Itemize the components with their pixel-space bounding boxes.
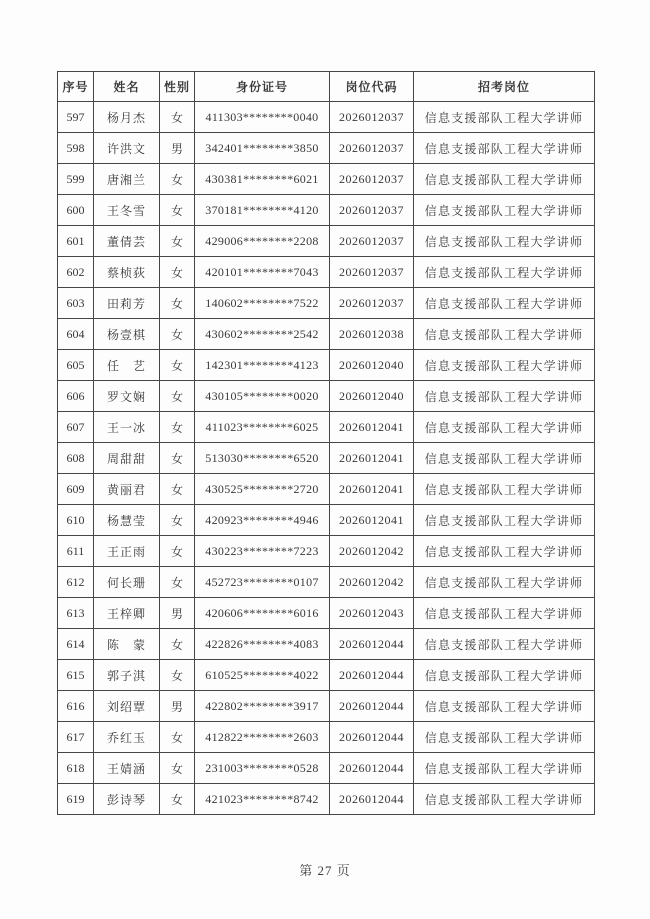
cell-job-code: 2026012044 <box>330 629 414 660</box>
cell-job-title: 信息支援部队工程大学讲师 <box>414 257 595 288</box>
cell-name: 黄丽君 <box>94 474 160 505</box>
cell-name: 王婧涵 <box>94 753 160 784</box>
table-row <box>58 474 595 505</box>
cell-seq: 618 <box>58 753 94 784</box>
cell-seq: 604 <box>58 319 94 350</box>
cell-gender: 女 <box>160 629 195 660</box>
cell-job-code: 2026012038 <box>330 319 414 350</box>
table-row <box>58 784 595 815</box>
table-row <box>58 536 595 567</box>
cell-name: 董倩芸 <box>94 226 160 257</box>
cell-name: 王梓卿 <box>94 598 160 629</box>
cell-gender: 男 <box>160 133 195 164</box>
table-row <box>58 102 595 133</box>
cell-id-number: 513030********6520 <box>195 443 330 474</box>
cell-job-code: 2026012040 <box>330 381 414 412</box>
cell-job-code: 2026012041 <box>330 505 414 536</box>
cell-job-code: 2026012037 <box>330 226 414 257</box>
cell-gender: 女 <box>160 381 195 412</box>
cell-id-number: 429006********2208 <box>195 226 330 257</box>
cell-seq: 619 <box>58 784 94 815</box>
cell-name: 陈 蒙 <box>94 629 160 660</box>
cell-job-title: 信息支援部队工程大学讲师 <box>414 288 595 319</box>
cell-gender: 女 <box>160 195 195 226</box>
cell-seq: 616 <box>58 691 94 722</box>
cell-name: 王正雨 <box>94 536 160 567</box>
cell-job-code: 2026012041 <box>330 412 414 443</box>
cell-id-number: 411023********6025 <box>195 412 330 443</box>
cell-job-code: 2026012044 <box>330 784 414 815</box>
table-row <box>58 133 595 164</box>
cell-id-number: 430602********2542 <box>195 319 330 350</box>
table-row <box>58 722 595 753</box>
cell-id-number: 411303********0040 <box>195 102 330 133</box>
cell-id-number: 420101********7043 <box>195 257 330 288</box>
table-row <box>58 381 595 412</box>
cell-id-number: 412822********2603 <box>195 722 330 753</box>
cell-id-number: 420606********6016 <box>195 598 330 629</box>
cell-job-code: 2026012041 <box>330 443 414 474</box>
cell-seq: 615 <box>58 660 94 691</box>
cell-id-number: 370181********4120 <box>195 195 330 226</box>
cell-job-code: 2026012037 <box>330 257 414 288</box>
table-row <box>58 319 595 350</box>
cell-gender: 女 <box>160 660 195 691</box>
cell-id-number: 422802********3917 <box>195 691 330 722</box>
table-row <box>58 629 595 660</box>
cell-seq: 613 <box>58 598 94 629</box>
cell-gender: 女 <box>160 567 195 598</box>
cell-job-code: 2026012044 <box>330 660 414 691</box>
cell-id-number: 231003********0528 <box>195 753 330 784</box>
cell-seq: 601 <box>58 226 94 257</box>
cell-job-title: 信息支援部队工程大学讲师 <box>414 505 595 536</box>
cell-name: 刘绍覃 <box>94 691 160 722</box>
cell-job-code: 2026012044 <box>330 691 414 722</box>
cell-job-title: 信息支援部队工程大学讲师 <box>414 691 595 722</box>
table-row <box>58 226 595 257</box>
cell-job-title: 信息支援部队工程大学讲师 <box>414 226 595 257</box>
table-row <box>58 691 595 722</box>
cell-job-title: 信息支援部队工程大学讲师 <box>414 443 595 474</box>
cell-id-number: 430223********7223 <box>195 536 330 567</box>
cell-gender: 女 <box>160 226 195 257</box>
cell-seq: 597 <box>58 102 94 133</box>
cell-job-code: 2026012037 <box>330 164 414 195</box>
cell-id-number: 421023********8742 <box>195 784 330 815</box>
cell-job-title: 信息支援部队工程大学讲师 <box>414 629 595 660</box>
table-row <box>58 753 595 784</box>
cell-seq: 600 <box>58 195 94 226</box>
cell-gender: 男 <box>160 691 195 722</box>
cell-seq: 606 <box>58 381 94 412</box>
cell-gender: 女 <box>160 350 195 381</box>
recruitment-roster-table <box>57 71 595 815</box>
cell-job-title: 信息支援部队工程大学讲师 <box>414 598 595 629</box>
table-row <box>58 598 595 629</box>
cell-seq: 617 <box>58 722 94 753</box>
cell-seq: 599 <box>58 164 94 195</box>
cell-name: 唐湘兰 <box>94 164 160 195</box>
cell-job-code: 2026012040 <box>330 350 414 381</box>
header-job-code: 岗位代码 <box>330 72 414 102</box>
cell-name: 周甜甜 <box>94 443 160 474</box>
cell-seq: 614 <box>58 629 94 660</box>
cell-id-number: 142301********4123 <box>195 350 330 381</box>
cell-job-title: 信息支援部队工程大学讲师 <box>414 133 595 164</box>
cell-gender: 女 <box>160 505 195 536</box>
cell-job-code: 2026012043 <box>330 598 414 629</box>
cell-id-number: 140602********7522 <box>195 288 330 319</box>
table-row <box>58 505 595 536</box>
cell-job-title: 信息支援部队工程大学讲师 <box>414 784 595 815</box>
cell-name: 杨壹棋 <box>94 319 160 350</box>
cell-name: 何长珊 <box>94 567 160 598</box>
cell-name: 王冬雪 <box>94 195 160 226</box>
cell-job-code: 2026012044 <box>330 722 414 753</box>
cell-seq: 612 <box>58 567 94 598</box>
header-id-number: 身份证号 <box>195 72 330 102</box>
cell-gender: 女 <box>160 288 195 319</box>
cell-name: 杨月杰 <box>94 102 160 133</box>
cell-job-code: 2026012037 <box>330 133 414 164</box>
cell-name: 任 艺 <box>94 350 160 381</box>
table-row <box>58 257 595 288</box>
cell-job-code: 2026012041 <box>330 474 414 505</box>
cell-gender: 女 <box>160 443 195 474</box>
cell-job-title: 信息支援部队工程大学讲师 <box>414 164 595 195</box>
cell-name: 许洪文 <box>94 133 160 164</box>
cell-job-title: 信息支援部队工程大学讲师 <box>414 536 595 567</box>
cell-seq: 611 <box>58 536 94 567</box>
header-seq: 序号 <box>58 72 94 102</box>
cell-gender: 女 <box>160 164 195 195</box>
cell-job-title: 信息支援部队工程大学讲师 <box>414 753 595 784</box>
cell-job-title: 信息支援部队工程大学讲师 <box>414 195 595 226</box>
cell-gender: 女 <box>160 319 195 350</box>
header-name: 姓名 <box>94 72 160 102</box>
table-body <box>58 102 595 815</box>
cell-id-number: 452723********0107 <box>195 567 330 598</box>
cell-name: 罗文娴 <box>94 381 160 412</box>
cell-job-code: 2026012037 <box>330 195 414 226</box>
cell-seq: 608 <box>58 443 94 474</box>
cell-name: 郭子淇 <box>94 660 160 691</box>
cell-gender: 女 <box>160 102 195 133</box>
cell-job-title: 信息支援部队工程大学讲师 <box>414 722 595 753</box>
header-row <box>58 72 595 102</box>
table-row <box>58 567 595 598</box>
table-row <box>58 288 595 319</box>
cell-job-title: 信息支援部队工程大学讲师 <box>414 474 595 505</box>
cell-seq: 607 <box>58 412 94 443</box>
cell-gender: 女 <box>160 474 195 505</box>
cell-gender: 女 <box>160 412 195 443</box>
cell-id-number: 422826********4083 <box>195 629 330 660</box>
cell-id-number: 430105********0020 <box>195 381 330 412</box>
cell-name: 乔红玉 <box>94 722 160 753</box>
cell-seq: 598 <box>58 133 94 164</box>
cell-job-code: 2026012037 <box>330 102 414 133</box>
cell-name: 彭诗琴 <box>94 784 160 815</box>
cell-gender: 女 <box>160 257 195 288</box>
page-number: 第 27 页 <box>299 863 351 878</box>
cell-job-title: 信息支援部队工程大学讲师 <box>414 319 595 350</box>
cell-job-code: 2026012044 <box>330 753 414 784</box>
table-row <box>58 443 595 474</box>
table-row <box>58 195 595 226</box>
cell-job-title: 信息支援部队工程大学讲师 <box>414 381 595 412</box>
cell-seq: 603 <box>58 288 94 319</box>
cell-job-title: 信息支援部队工程大学讲师 <box>414 567 595 598</box>
cell-job-title: 信息支援部队工程大学讲师 <box>414 102 595 133</box>
cell-job-code: 2026012042 <box>330 567 414 598</box>
table-row <box>58 164 595 195</box>
table-row <box>58 412 595 443</box>
cell-id-number: 342401********3850 <box>195 133 330 164</box>
cell-job-title: 信息支援部队工程大学讲师 <box>414 660 595 691</box>
table-row <box>58 660 595 691</box>
cell-job-title: 信息支援部队工程大学讲师 <box>414 412 595 443</box>
cell-job-title: 信息支援部队工程大学讲师 <box>414 350 595 381</box>
cell-name: 田莉芳 <box>94 288 160 319</box>
cell-gender: 女 <box>160 753 195 784</box>
cell-id-number: 430381********6021 <box>195 164 330 195</box>
cell-gender: 女 <box>160 722 195 753</box>
table-row <box>58 350 595 381</box>
cell-id-number: 610525********4022 <box>195 660 330 691</box>
cell-seq: 609 <box>58 474 94 505</box>
cell-name: 王一冰 <box>94 412 160 443</box>
cell-job-code: 2026012037 <box>330 288 414 319</box>
cell-id-number: 420923********4946 <box>195 505 330 536</box>
table-header <box>58 72 595 102</box>
cell-name: 蔡桢荻 <box>94 257 160 288</box>
cell-id-number: 430525********2720 <box>195 474 330 505</box>
cell-job-code: 2026012042 <box>330 536 414 567</box>
cell-name: 杨慧莹 <box>94 505 160 536</box>
cell-gender: 女 <box>160 536 195 567</box>
cell-seq: 610 <box>58 505 94 536</box>
header-job-title: 招考岗位 <box>414 72 595 102</box>
cell-seq: 605 <box>58 350 94 381</box>
cell-gender: 女 <box>160 784 195 815</box>
header-gender: 性别 <box>160 72 195 102</box>
cell-seq: 602 <box>58 257 94 288</box>
cell-gender: 男 <box>160 598 195 629</box>
